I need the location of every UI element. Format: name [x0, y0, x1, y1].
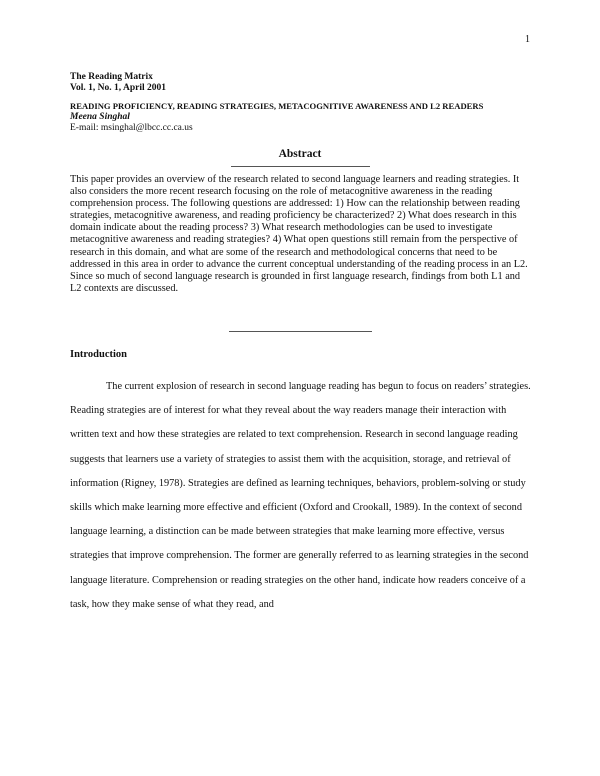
- journal-name: The Reading Matrix: [70, 72, 153, 82]
- introduction-body: [70, 375, 532, 617]
- abstract-body: [70, 174, 532, 295]
- introduction-paragraph: The current explosion of research in second language reading has begun to focus on readers’ strategies. Reading strategies are of interest for what they reveal about the way readers manage their interaction with written text and how these strategies are related to text comprehension. Research in second language reading suggests that learners use a variety of strategies to assist them with the acquisition, storage, and retrieval of information (Rigney, 1978). Strategies are defined as learning techniques, behaviors, problem-solving or study skills which make learning more effective and efficient (Oxford and Crookall, 1989). In the context of second language learning, a distinction can be made between strategies that make learning more effective, versus strategies that improve comprehension. The former are generally referred to as learning strategies in the second language literature. Comprehension or reading strategies on the other hand, indicate how readers conceive of a task, how they make sense of what they read, and: [70, 381, 531, 610]
- page-number: 1: [525, 34, 530, 45]
- article-title: READING PROFICIENCY, READING STRATEGIES, METACOGNITIVE AWARENESS AND L2 READERS: [70, 101, 484, 111]
- abstract-top-rule: [231, 166, 370, 167]
- introduction-heading: Introduction: [70, 349, 127, 360]
- journal-header: [70, 72, 166, 94]
- author-email: E-mail: msinghal@lbcc.cc.ca.us: [70, 123, 193, 133]
- abstract-text: This paper provides an overview of the research related to second language learners and reading strategies. It also considers the more recent research focusing on the role of metacognitive awareness in the reading comprehension process. The following questions are addressed: 1) How can the relationship between reading strategies, metacognitive awareness, and reading proficiency be characterized? 2) What does research in this domain indicate about the reading process? 3) What research methodologies can be used to investigate metacognitive awareness and reading strategies? 4) What open questions still remain from the perspective of research in this domain, and what are some of the research and methodological concerns that need to be addressed in this area in order to advance the current conceptual understanding of the reading process in an L2. Since so much of second language research is grounded in first language research, findings from both L1 and L2 contexts are discussed.: [70, 174, 528, 294]
- article-header: [70, 101, 540, 134]
- journal-issue: Vol. 1, No. 1, April 2001: [70, 83, 166, 93]
- abstract-heading: Abstract: [278, 148, 322, 160]
- article-author: Meena Singhal: [70, 112, 130, 122]
- abstract-bottom-rule: [229, 331, 372, 332]
